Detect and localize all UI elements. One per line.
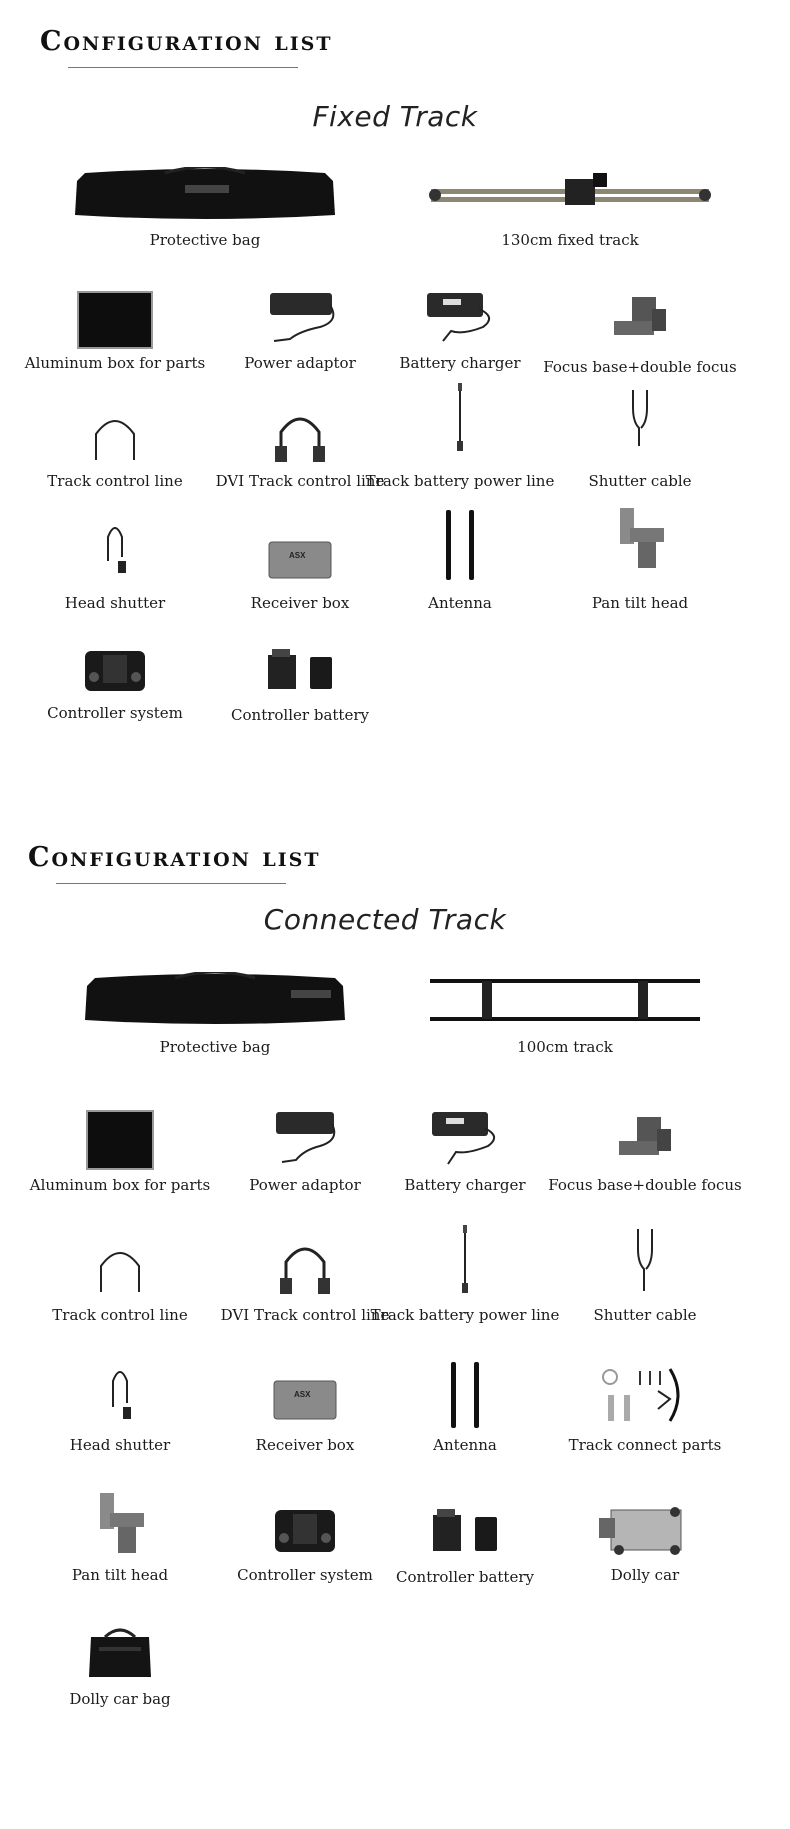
- item-label: Protective bag: [159, 1038, 271, 1056]
- focus-base-icon: [613, 1111, 677, 1169]
- dvi-cable-icon: [274, 1242, 336, 1298]
- item-label: Power adaptor: [244, 354, 356, 372]
- item-label: Shutter cable: [593, 1306, 697, 1324]
- item-power-adaptor: [215, 290, 385, 380]
- item-label: Power adaptor: [249, 1176, 361, 1194]
- item-label: Focus base+double focus: [543, 358, 737, 376]
- power-adaptor-icon: [260, 291, 340, 349]
- connected-track-icon: [428, 975, 702, 1025]
- fixed-track-icon: [425, 171, 715, 219]
- power-line-icon: [453, 383, 467, 453]
- item-protective-bag: [70, 970, 360, 1060]
- head-shutter-icon: [98, 521, 132, 579]
- item-label: Battery charger: [399, 354, 521, 372]
- item-label: Dolly car: [610, 1566, 680, 1584]
- item-label: Pan tilt head: [591, 594, 689, 612]
- battery-charger-icon: [428, 1110, 502, 1170]
- antenna-icon: [440, 510, 480, 580]
- receiver-box-icon: [267, 538, 333, 582]
- power-line-icon: [458, 1225, 472, 1295]
- focus-base-icon: [608, 291, 672, 349]
- item-head-shutter: [30, 530, 200, 620]
- shutter-cable-icon: [632, 1227, 658, 1293]
- item-label: 100cm track: [517, 1038, 613, 1056]
- pan-tilt-head-icon: [612, 508, 668, 572]
- heading-underline: [56, 883, 286, 884]
- item-dvi-cable: [220, 1238, 390, 1328]
- power-adaptor-icon: [270, 1110, 340, 1170]
- item-dolly-car-bag: [35, 1620, 205, 1720]
- battery-charger-icon: [423, 291, 497, 349]
- item-controller: [30, 640, 200, 730]
- antenna-icon: [445, 1362, 485, 1428]
- item-label: Controller battery: [396, 1568, 534, 1586]
- config-heading: Configuration list: [28, 842, 321, 873]
- track-control-line-icon: [90, 412, 140, 464]
- item-label: Focus base+double focus: [548, 1176, 742, 1194]
- aluminum-box-icon: [85, 1109, 155, 1171]
- item-label: Antenna: [428, 594, 492, 612]
- item-label: Receiver box: [250, 594, 350, 612]
- item-label: Head shutter: [64, 594, 166, 612]
- item-antenna: [390, 1368, 540, 1458]
- item-receiver-box: [220, 1368, 390, 1458]
- head-shutter-icon: [103, 1365, 137, 1425]
- dolly-car-bag-icon: [85, 1623, 155, 1681]
- svg-text:ASX: ASX: [289, 551, 306, 560]
- receiver-box-icon: [272, 1377, 338, 1423]
- item-label: Antenna: [433, 1436, 497, 1454]
- item-shutter-cable: [560, 1238, 730, 1328]
- item-controller-battery: [390, 1498, 540, 1588]
- item-receiver-box: [215, 530, 385, 620]
- item-battery-charger: [390, 1108, 540, 1198]
- item-head-shutter: [35, 1368, 205, 1458]
- item-label: Aluminum box for parts: [29, 1176, 211, 1194]
- item-track-control-line: [30, 408, 200, 498]
- item-power-line: [370, 1238, 560, 1328]
- track-connect-parts-icon: [600, 1365, 690, 1425]
- item-label: Track battery power line: [370, 1306, 560, 1324]
- aluminum-box-icon: [76, 290, 154, 350]
- item-controller-battery: [215, 640, 385, 730]
- item-power-adaptor: [220, 1108, 390, 1198]
- track-control-line-icon: [95, 1244, 145, 1296]
- item-label: Track control line: [47, 472, 183, 490]
- item-label: Track control line: [52, 1306, 188, 1324]
- item-focus-base: [543, 290, 737, 380]
- item-label: DVI Track control line: [215, 472, 385, 490]
- item-dvi-cable: [215, 408, 385, 498]
- shutter-cable-icon: [627, 388, 653, 448]
- item-track-control-line: [35, 1238, 205, 1328]
- item-track-connect-parts: [560, 1368, 730, 1458]
- item-battery-charger: [385, 290, 535, 380]
- item-label: DVI Track control line: [220, 1306, 390, 1324]
- item-label: Track connect parts: [568, 1436, 722, 1454]
- controller-icon: [273, 1504, 337, 1556]
- item-label: Controller battery: [231, 706, 369, 724]
- controller-icon: [83, 645, 147, 695]
- dvi-cable-icon: [269, 412, 331, 464]
- item-controller: [220, 1498, 390, 1588]
- item-antenna: [385, 530, 535, 620]
- track-subtitle: Fixed Track: [312, 100, 478, 133]
- item-shutter-cable: [555, 408, 725, 498]
- protective-bag-icon: [65, 167, 345, 223]
- protective-bag-icon: [75, 972, 355, 1028]
- item-protective-bag: [60, 165, 350, 255]
- controller-battery-icon: [262, 647, 338, 693]
- item-label: Pan tilt head: [71, 1566, 169, 1584]
- item-aluminum-box: [24, 290, 206, 380]
- item-label: Controller system: [237, 1566, 373, 1584]
- item-label: Dolly car bag: [69, 1690, 171, 1708]
- dolly-car-icon: [595, 1504, 695, 1556]
- item-fixed-track: [420, 165, 720, 255]
- item-pan-tilt-head: [35, 1498, 205, 1588]
- item-label: Aluminum box for parts: [24, 354, 206, 372]
- svg-text:ASX: ASX: [294, 1390, 311, 1399]
- item-aluminum-box: [29, 1108, 211, 1198]
- track-subtitle: Connected Track: [263, 903, 507, 936]
- item-label: Receiver box: [255, 1436, 355, 1454]
- item-label: Battery charger: [404, 1176, 526, 1194]
- item-label: Shutter cable: [588, 472, 692, 490]
- item-label: Protective bag: [149, 231, 261, 249]
- item-label: Track battery power line: [365, 472, 555, 490]
- item-label: 130cm fixed track: [501, 231, 639, 249]
- item-label: Head shutter: [69, 1436, 171, 1454]
- config-heading: Configuration list: [40, 26, 333, 57]
- item-label: Controller system: [47, 704, 183, 722]
- item-focus-base: [548, 1108, 742, 1198]
- controller-battery-icon: [427, 1505, 503, 1555]
- item-power-line: [365, 408, 555, 498]
- item-dolly-car: [560, 1498, 730, 1588]
- pan-tilt-head-icon: [92, 1493, 148, 1557]
- item-connected-track: [425, 970, 705, 1060]
- item-pan-tilt-head: [555, 530, 725, 620]
- heading-underline: [68, 67, 298, 68]
